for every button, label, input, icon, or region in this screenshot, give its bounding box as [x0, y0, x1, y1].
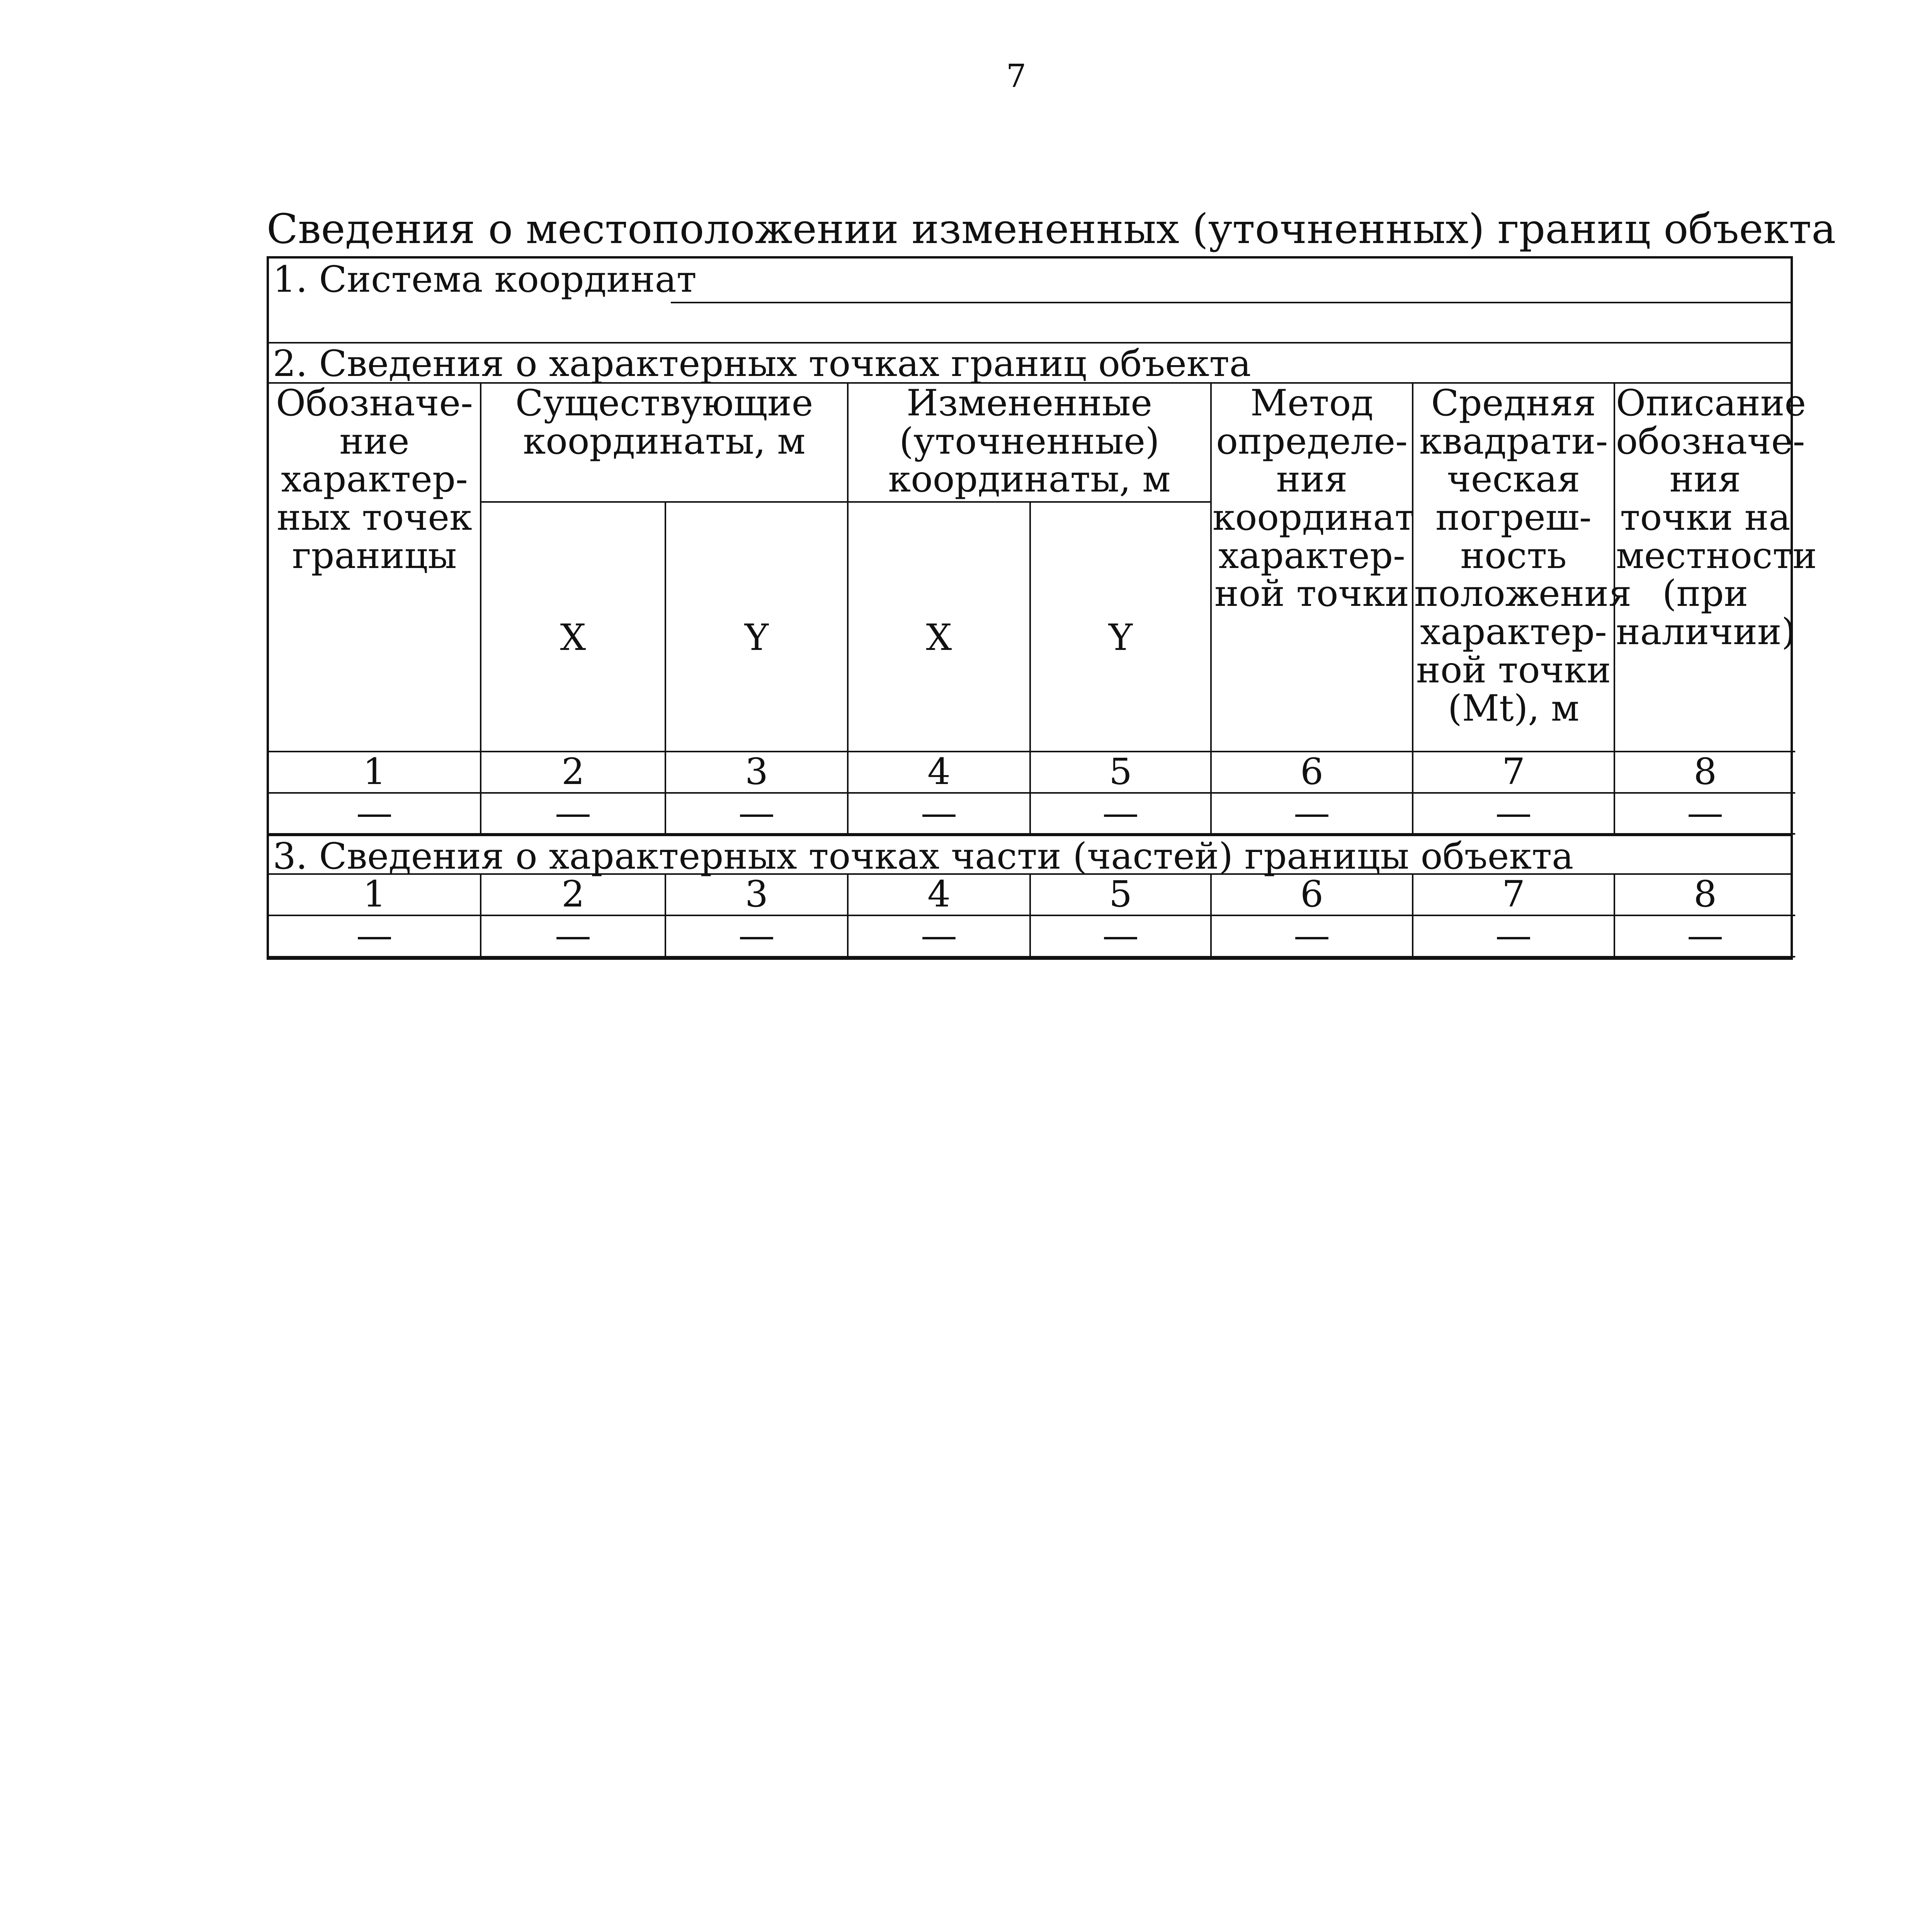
column-number: 4: [848, 752, 1030, 793]
column-number: 1: [269, 875, 481, 915]
table-cell: —: [1413, 793, 1614, 834]
table-cell: —: [665, 915, 848, 957]
section3-title: [269, 835, 1791, 878]
column-number: 7: [1413, 875, 1614, 915]
subheader-existing-y: Y: [665, 502, 848, 752]
header-changed-coordinates: Измененные (уточненные) координаты, м: [848, 384, 1211, 502]
subheader-changed-y: Y: [1030, 502, 1211, 752]
column-number: 7: [1413, 752, 1614, 793]
coordinate-system-value: [671, 302, 1791, 303]
table-cell: —: [848, 793, 1030, 834]
header-determination-method: Метод определе-ния координат характер-ной точки: [1211, 384, 1413, 752]
column-number: 2: [481, 752, 665, 793]
column-number: 1: [269, 752, 481, 793]
table-row: [269, 793, 1795, 834]
table-row: [269, 915, 1795, 957]
header-existing-coordinates: Существующие координаты, м: [481, 384, 848, 502]
header-point-designation: Обозначе-ние характер-ных точек границы: [269, 384, 481, 752]
column-number: 6: [1211, 875, 1413, 915]
column-number: 5: [1030, 752, 1211, 793]
boundary-info-form: [267, 256, 1817, 960]
column-number: 8: [1614, 752, 1795, 793]
subheader-changed-x: X: [848, 502, 1030, 752]
part-boundary-points-table: [269, 875, 1795, 957]
table-cell: —: [269, 915, 481, 957]
header-mean-square-error: Средняя квадрати-ческая погреш-ность положения характер-ной точки (Mt), м: [1413, 384, 1614, 752]
section2-label: 2. Сведения о характерных точках границ объекта: [273, 343, 1251, 385]
table-cell: —: [481, 793, 665, 834]
section3-label: 3. Сведения о характерных точках части (частей) границы объекта: [273, 835, 1574, 878]
column-number: 8: [1614, 875, 1795, 915]
table-cell: —: [665, 793, 848, 834]
column-number: 4: [848, 875, 1030, 915]
column-number: 5: [1030, 875, 1211, 915]
table-cell: —: [481, 915, 665, 957]
table-cell: —: [1030, 915, 1211, 957]
column-number: 2: [481, 875, 665, 915]
table-cell: —: [1614, 793, 1795, 834]
table-cell: —: [1030, 793, 1211, 834]
table-cell: —: [1614, 915, 1795, 957]
table-cell: —: [848, 915, 1030, 957]
column-number: 6: [1211, 752, 1413, 793]
subheader-existing-x: X: [481, 502, 665, 752]
table-cell: —: [269, 793, 481, 834]
boundary-points-table: [269, 382, 1817, 835]
column-number: 3: [665, 875, 848, 915]
column-number: 3: [665, 752, 848, 793]
page-number: 7: [1006, 58, 1027, 95]
coordinate-system-label: 1. Система координат: [273, 259, 697, 301]
table-cell: —: [1211, 915, 1413, 957]
column-number-row: [269, 752, 1795, 793]
header-point-description: Описание обозначе-ния точки на местности (при наличии): [1614, 384, 1795, 752]
table-cell: —: [1211, 793, 1413, 834]
section2-title: [269, 344, 1791, 384]
coordinate-system-row: [269, 259, 1791, 344]
document-title: Сведения о местоположении измененных (уточненных) границ объекта: [267, 205, 1836, 253]
column-number-row: [269, 875, 1795, 915]
table-cell: —: [1413, 915, 1614, 957]
